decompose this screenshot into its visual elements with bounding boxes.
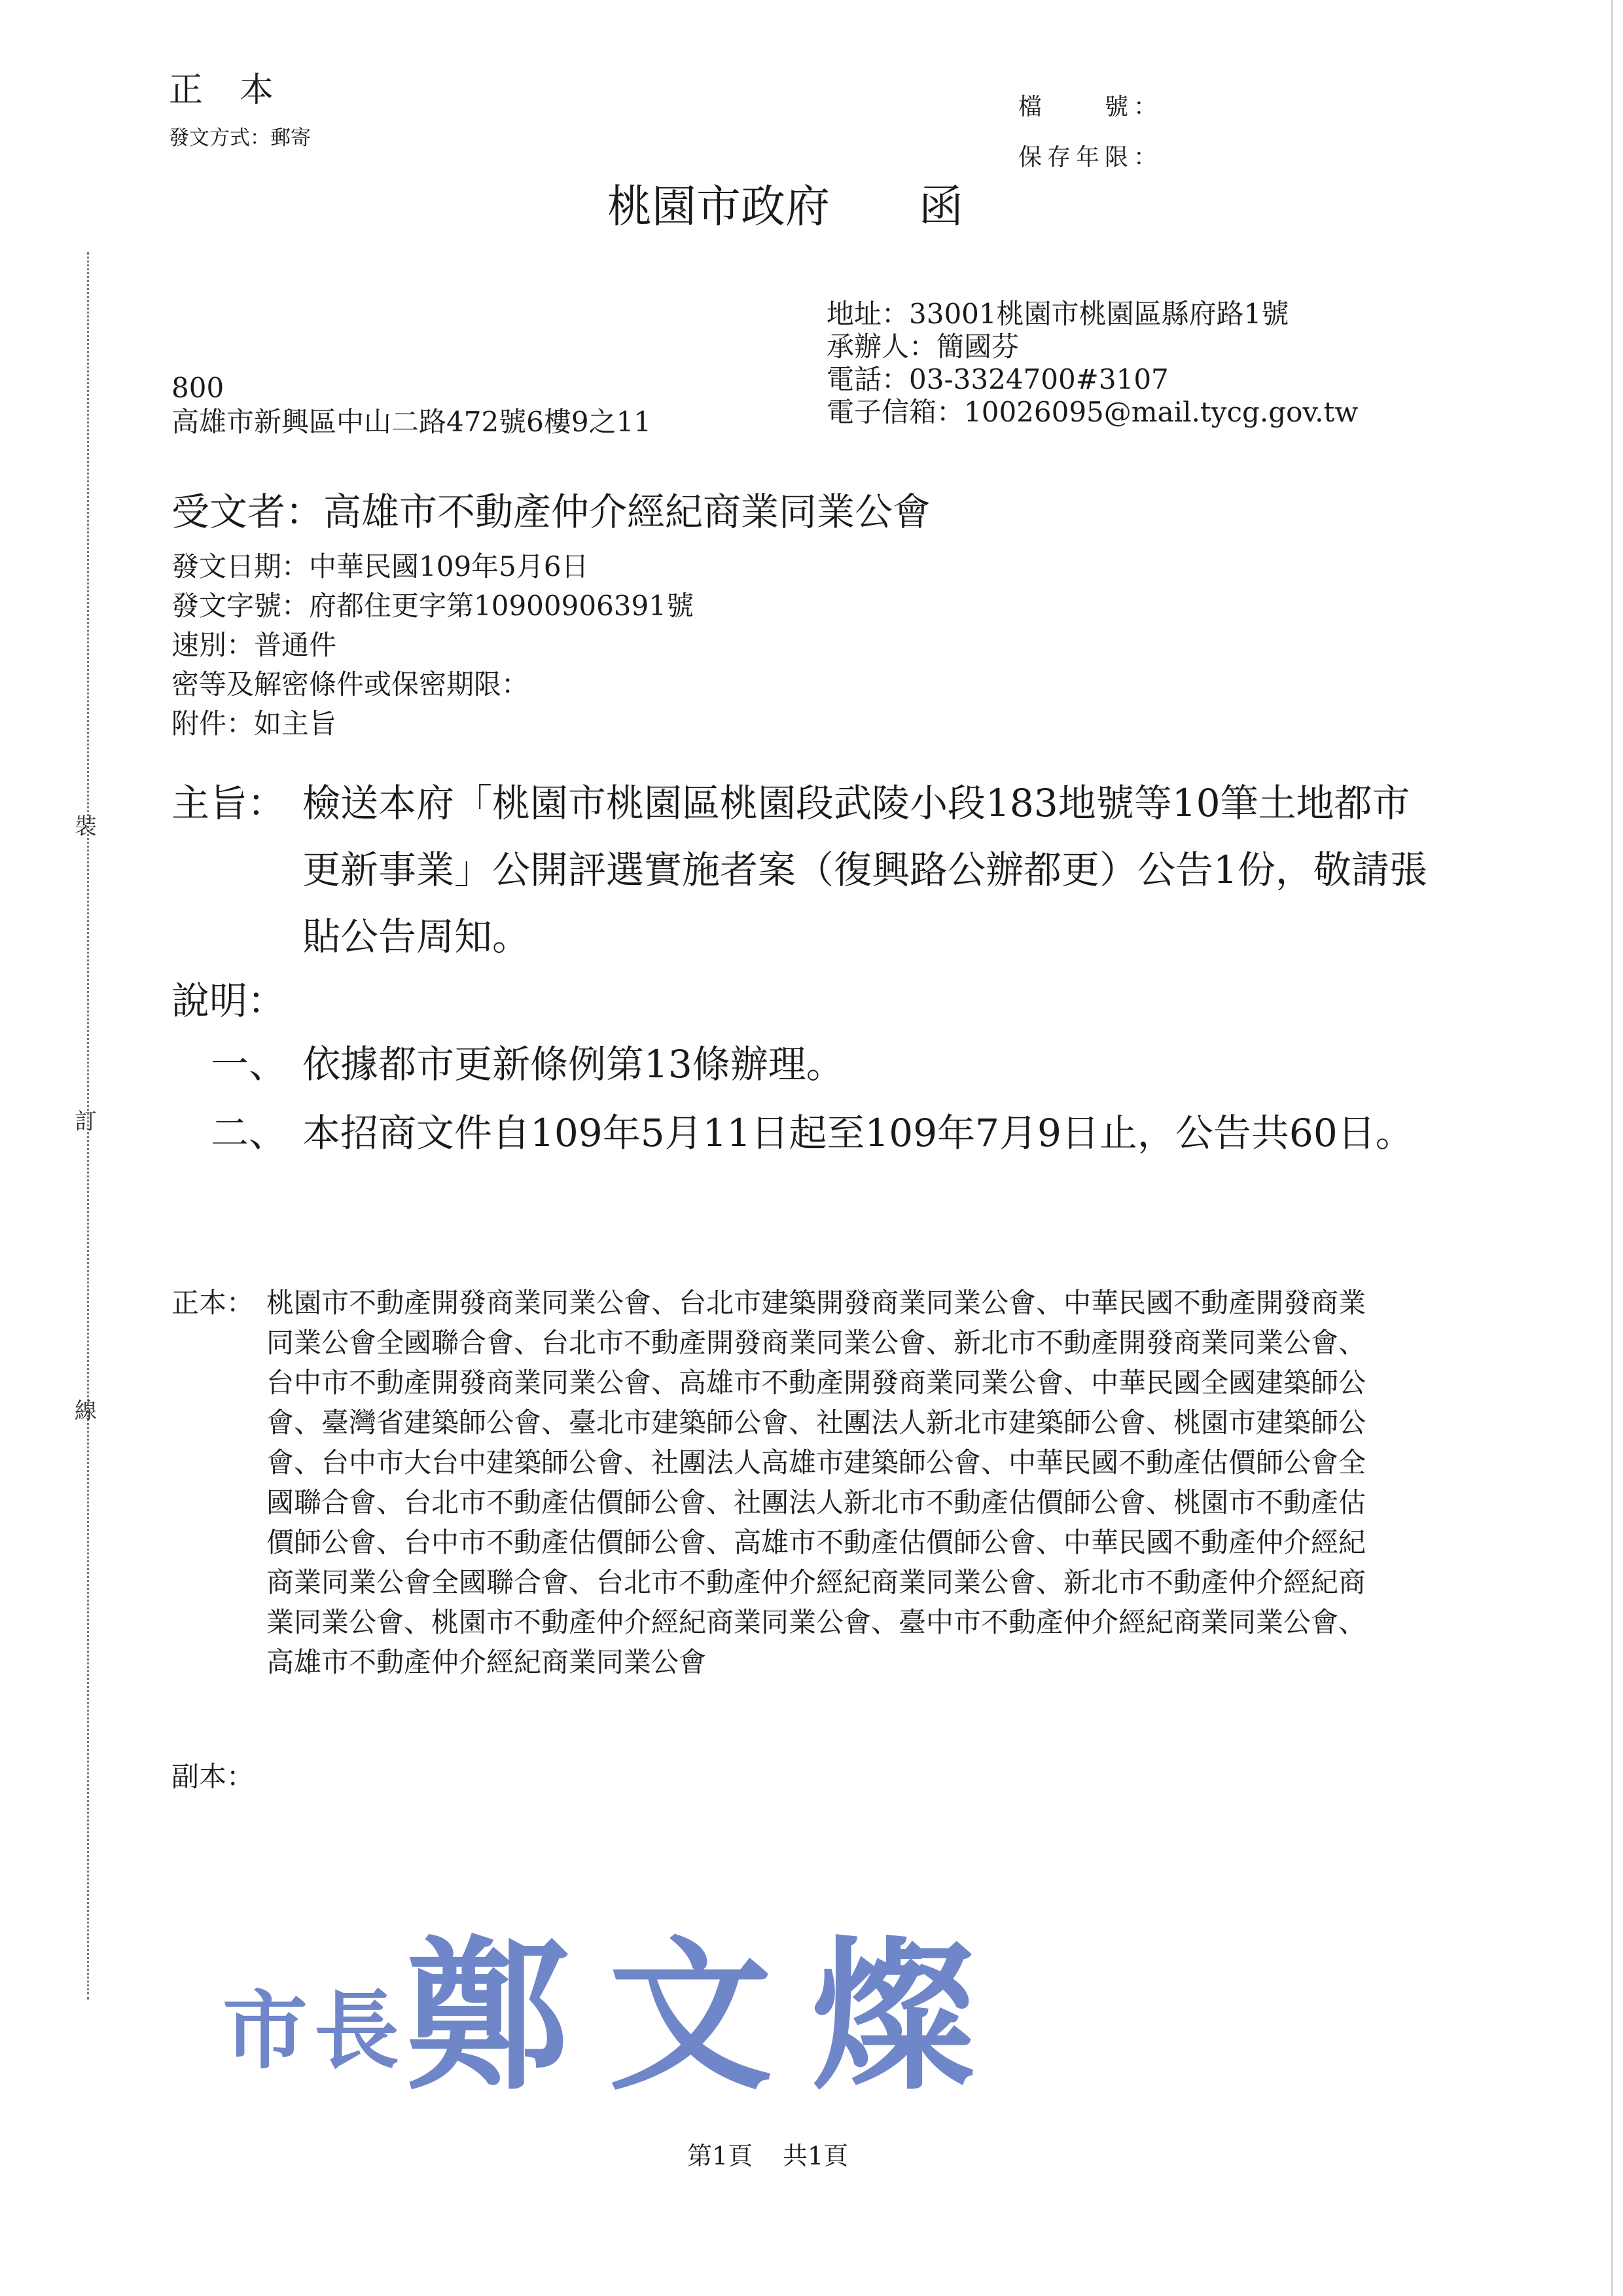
- recipient-postal-code: 800: [171, 372, 224, 404]
- subject-text: 檢送本府「桃園市桃園區桃園段武陵小段183地號等10筆土地都市更新事業」公開評選實施者案（復興路公辦都更）公告1份，敬請張貼公告周知。: [302, 781, 1427, 959]
- recipient-street-address: 高雄市新興區中山二路472號6樓9之11: [171, 406, 652, 438]
- subject-label: 主旨：: [171, 781, 286, 825]
- recipient: 受文者：高雄市不動產仲介經紀商業同業公會: [171, 490, 931, 534]
- duplicate-recipients-label: 副本：: [171, 1761, 255, 1793]
- page-number: 第1頁: [687, 2142, 753, 2170]
- contact-person: 承辦人：簡國芬: [827, 331, 1020, 363]
- file-number-label: 檔 號：: [1018, 94, 1163, 120]
- explanation-label: 說明：: [171, 978, 286, 1023]
- confidentiality: 密等及解密條件或保密期限：: [171, 668, 529, 700]
- sender-address: 地址：33001桃園市桃園區縣府路1號: [827, 298, 1289, 330]
- copy-type-label: 正本: [169, 71, 311, 110]
- original-recipients-label: 正本：: [171, 1287, 255, 1319]
- page-edge: [1611, 0, 1613, 2296]
- contact-phone: 電話：03-3324700#3107: [827, 363, 1169, 395]
- issue-date: 發文日期：中華民國109年5月6日: [171, 550, 589, 583]
- send-method: 發文方式：郵寄: [169, 126, 311, 150]
- retention-period-label: 保存年限：: [1018, 144, 1163, 171]
- page-total: 共1頁: [783, 2142, 849, 2170]
- original-recipients-list: 桃園市不動產開發商業同業公會、台北市建築開發商業同業公會、中華民國不動產開發商業同業公會全國聯合會、台北市不動產開發商業同業公會、新北市不動產開發商業同業公會、台中市不動產開發商業同業公會、高雄市不動產開發商業同業公會、中華民國全國建築師公會、臺灣省建築師公會、臺北市建築師公會、社團法人新北市建築師公會、桃園市建築師公會、台中市大台中建築師公會、社團法人高雄市建築師公會、中華民國不動產估價師公會全國聯合會、台北市不動產估價師公會、社團法人新北市不動產估價師公會、桃園市不動產估價師公會、台中市不動產估價師公會、高雄市不動產估價師公會、中華民國不動產仲介經紀商業同業公會全國聯合會、台北市不動產仲介經紀商業同業公會、新北市不動產仲介經紀商業同業公會、桃園市不動產仲介經紀商業同業公會、臺中市不動產仲介經紀商業同業公會、高雄市不動產仲介經紀商業同業公會: [266, 1287, 1366, 1678]
- seal-name: 鄭文燦: [406, 1920, 1015, 2112]
- explanation-item-number: 二、: [211, 1111, 287, 1155]
- explanation-item-text: 依據都市更新條例第13條辦理。: [302, 1042, 844, 1086]
- explanation-item-number: 一、: [211, 1042, 287, 1086]
- priority: 速別：普通件: [171, 629, 337, 661]
- binding-mark-zhuang: 裝: [75, 814, 97, 840]
- attachment: 附件：如主旨: [171, 708, 337, 740]
- binding-mark-ding: 訂: [75, 1109, 97, 1135]
- seal-title: 市長: [223, 1981, 406, 2081]
- explanation-item-text: 本招商文件自109年5月11日起至109年7月9日止，公告共60日。: [302, 1111, 1414, 1155]
- contact-email: 電子信箱：10026095@mail.tycg.gov.tw: [827, 396, 1359, 428]
- mayor-seal: [223, 1885, 1014, 2121]
- document-number: 發文字號：府都住更字第10900906391號: [171, 590, 694, 622]
- binding-mark-xian: 線: [75, 1398, 97, 1424]
- document-title: 桃園市政府 函: [607, 181, 964, 233]
